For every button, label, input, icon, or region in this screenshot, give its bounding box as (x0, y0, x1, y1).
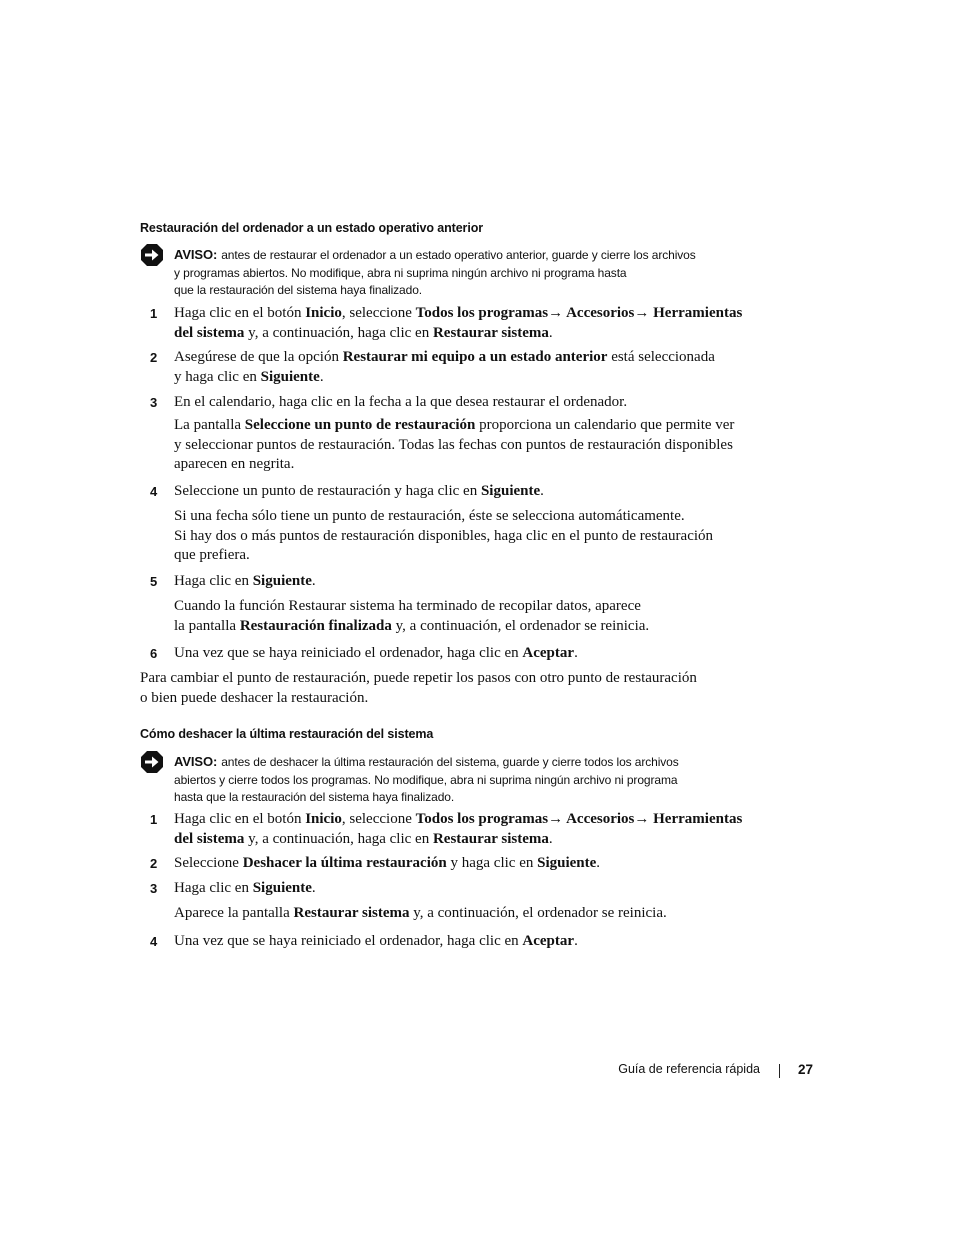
step-text: Asegúrese de que la opción (174, 349, 343, 365)
paragraph-text: o bien puede deshacer la restauración. (140, 689, 369, 706)
step-text: Haga clic en el botón (174, 305, 306, 321)
notice-label: AVISO: (174, 247, 218, 262)
detail-text: Cuando la función Restaurar sistema ha terminado de recopilar datos, aparece (174, 598, 641, 614)
step-text: . (548, 830, 553, 847)
ui-term-aceptar: Aceptar (522, 933, 575, 949)
step-text: y, a continuación, haga clic en (244, 324, 433, 341)
ui-term-todos-los-programas: Todos los programas (415, 305, 549, 321)
step-number: 3 (150, 881, 158, 896)
detail-text: Si hay dos o más puntos de restauración disponibles, haga clic en el punto de restauración (174, 527, 714, 544)
step-text: Haga clic en (174, 573, 253, 589)
ui-term-del-sistema: del sistema (174, 830, 245, 847)
step-text: Seleccione (174, 855, 243, 871)
step-number: 3 (150, 395, 158, 410)
detail-text: y seleccionar puntos de restauración. Todas las fechas con puntos de restauración disponibles (174, 436, 733, 453)
ui-term-seleccione-punto: Seleccione un punto de restauración (244, 417, 476, 433)
step-text: . (319, 368, 324, 385)
notice-arrow-icon (140, 750, 164, 774)
ui-term-siguiente: Siguiente (252, 573, 312, 589)
notice-line: y programas abiertos. No modifique, abra ni suprima ningún archivo ni programa hasta (174, 265, 627, 280)
notice-line: antes de deshacer la última restauración del sistema, guarde y cierre todos los archivos (221, 755, 679, 769)
ui-term-siguiente: Siguiente (537, 855, 597, 871)
closing-paragraph (140, 669, 760, 708)
step-4-detail (174, 507, 774, 566)
detail-text: que prefiera. (174, 547, 250, 563)
ui-term-accesorios: Accesorios (563, 811, 635, 827)
detail-text: aparecen en negrita. (174, 456, 295, 472)
page-number: 27 (798, 1062, 814, 1077)
step-number: 5 (150, 574, 158, 589)
step-number: 4 (150, 484, 158, 499)
ui-term-siguiente: Siguiente (252, 880, 312, 896)
ui-term-restaurar-sistema: Restaurar sistema (432, 324, 549, 341)
step-text: Una vez que se haya reiniciado el ordenador, haga clic en (174, 933, 523, 949)
arrow-icon: → (634, 305, 650, 321)
detail-text: Si una fecha sólo tiene un punto de restauración, éste se selecciona automáticamente. (174, 508, 685, 524)
step-number: 1 (150, 306, 158, 321)
undo-step-3-detail (174, 904, 774, 924)
ui-term-inicio: Inicio (305, 305, 342, 321)
notice-line: abiertos y cierre todos los programas. No modifique, abra ni suprima ningún archivo ni programa (174, 772, 678, 787)
ui-term-del-sistema: del sistema (174, 324, 245, 341)
notice-line: hasta que la restauración del sistema haya finalizado. (174, 790, 455, 804)
notice-arrow-icon (140, 243, 164, 267)
ui-term-siguiente: Siguiente (260, 368, 320, 385)
step-text: . (596, 855, 601, 871)
paragraph-text: Para cambiar el punto de restauración, puede repetir los pasos con otro punto de restauración (140, 670, 697, 686)
step-text: , seleccione (341, 811, 416, 827)
ui-term-restauracion-finalizada: Restauración finalizada (239, 617, 392, 634)
notice-label: AVISO: (174, 754, 218, 769)
arrow-icon: → (548, 811, 564, 827)
detail-text: y, a continuación, el ordenador se reinicia. (409, 905, 667, 921)
ui-term-restaurar-equipo: Restaurar mi equipo a un estado anterior (342, 349, 608, 365)
ui-term-inicio: Inicio (305, 811, 342, 827)
step-5-detail (174, 597, 774, 636)
step-text: Haga clic en (174, 880, 253, 896)
step-text: . (311, 880, 316, 896)
detail-text: Aparece la pantalla (174, 905, 294, 921)
notice-line: antes de restaurar el ordenador a un estado operativo anterior, guarde y cierre los archivos (221, 248, 696, 262)
step-number: 6 (150, 646, 158, 661)
notice-line: que la restauración del sistema haya finalizado. (174, 283, 423, 297)
section-heading-restore: Restauración del ordenador a un estado operativo anterior (140, 221, 483, 235)
step-text: Seleccione un punto de restauración y haga clic en (174, 483, 481, 499)
ui-term-deshacer: Deshacer la última restauración (242, 855, 447, 871)
detail-text: proporciona un calendario que permite ver (475, 417, 735, 433)
footer-guide-title: Guía de referencia rápida (618, 1062, 760, 1076)
step-text: . (574, 933, 578, 949)
step-text: está seleccionada (607, 349, 715, 365)
step-text: Haga clic en el botón (174, 811, 306, 827)
step-text: . (540, 483, 544, 499)
step-text: Una vez que se haya reiniciado el ordenador, haga clic en (174, 645, 523, 661)
ui-term-herramientas: Herramientas (649, 305, 743, 321)
ui-term-accesorios: Accesorios (563, 305, 635, 321)
arrow-icon: → (548, 305, 564, 321)
detail-text: y, a continuación, el ordenador se reinicia. (391, 617, 650, 634)
step-3-detail (174, 416, 774, 475)
step-number: 2 (150, 350, 158, 365)
page-footer (600, 1062, 820, 1082)
ui-term-restaurar-sistema: Restaurar sistema (432, 830, 549, 847)
detail-text: La pantalla (174, 417, 245, 433)
detail-text: la pantalla (174, 617, 240, 634)
step-text: . (548, 324, 553, 341)
arrow-icon: → (634, 811, 650, 827)
step-number: 1 (150, 812, 158, 827)
step-text: y haga clic en (174, 368, 261, 385)
ui-term-siguiente: Siguiente (480, 483, 541, 499)
step-number: 4 (150, 934, 158, 949)
ui-term-restaurar-sistema: Restaurar sistema (293, 905, 410, 921)
step-text: , seleccione (341, 305, 416, 321)
step-text: y, a continuación, haga clic en (244, 830, 433, 847)
step-number: 2 (150, 856, 158, 871)
ui-term-aceptar: Aceptar (522, 645, 575, 661)
ui-term-todos-los-programas: Todos los programas (415, 811, 549, 827)
ui-term-herramientas: Herramientas (649, 811, 743, 827)
footer-separator (779, 1064, 780, 1078)
step-text: En el calendario, haga clic en la fecha a la que desea restaurar el ordenador. (174, 394, 628, 410)
step-text: . (574, 645, 578, 661)
section-heading-undo: Cómo deshacer la última restauración del sistema (140, 727, 434, 741)
step-text: . (311, 573, 316, 589)
step-text: y haga clic en (446, 855, 538, 871)
